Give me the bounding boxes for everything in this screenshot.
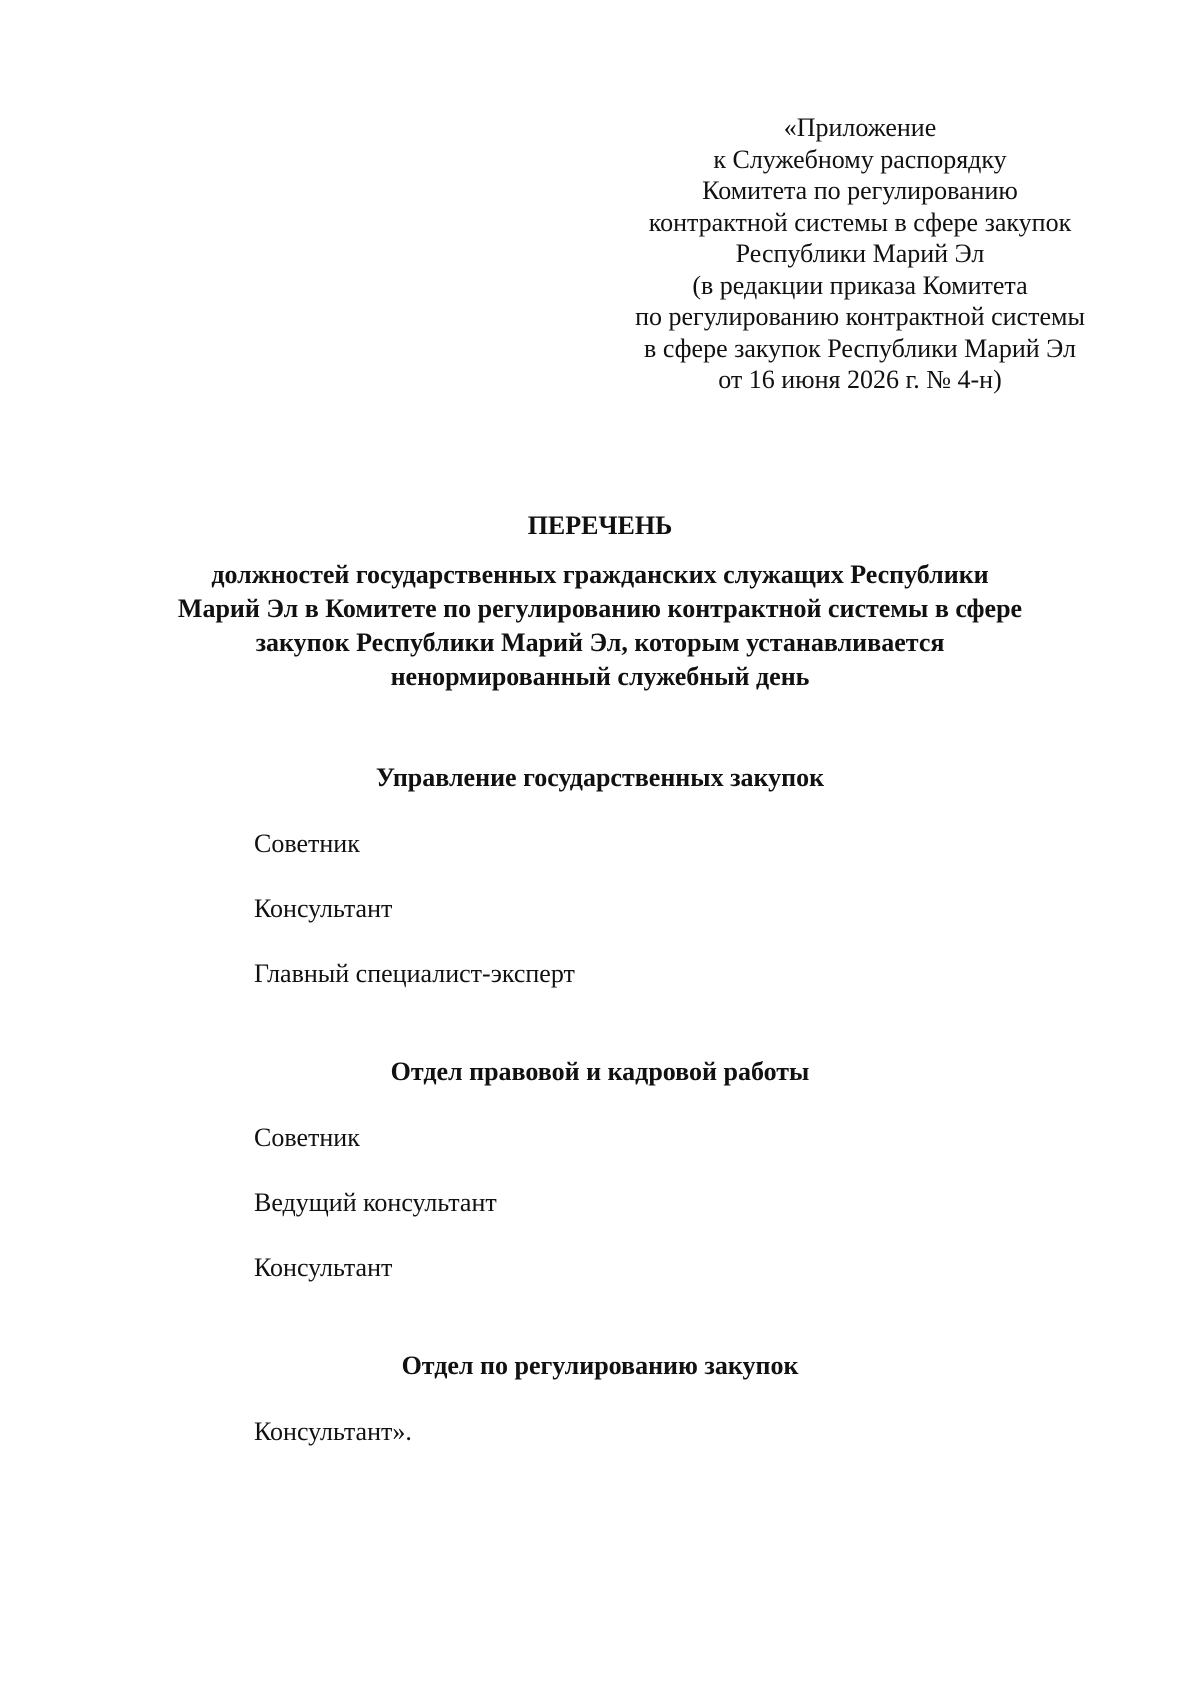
document-subtitle [150, 558, 1050, 694]
appendix-line: к Служебному распорядку [713, 144, 1007, 174]
position-item: Советник [254, 829, 360, 858]
appendix-line: по регулированию контрактной системы [635, 302, 1085, 331]
appendix-line: «Приложение [783, 113, 937, 142]
position-item: Ведущий консультант [254, 1188, 497, 1217]
subtitle-line: ненормированный служебный день [390, 662, 810, 691]
appendix-line: Комитета по регулированию [702, 176, 1018, 205]
position-item: Консультант». [254, 1417, 412, 1446]
position-item: Главный специалист-эксперт [254, 959, 575, 988]
appendix-line: (в редакции приказа Комитета [692, 270, 1028, 300]
document-title: ПЕРЕЧЕНЬ [527, 511, 673, 540]
appendix-line: в сфере закупок Республики Марий Эл [644, 333, 1076, 363]
appendix-line: от 16 июня 2026 г. № 4-н) [718, 365, 1002, 394]
position-item: Советник [254, 1123, 360, 1152]
appendix-line: контрактной системы в сфере закупок [648, 207, 1072, 237]
position-item: Консультант [254, 894, 393, 923]
subtitle-line: должностей государственных гражданских служащих Республики [211, 560, 989, 589]
section-heading: Управление государственных закупок [375, 763, 825, 792]
subtitle-line: закупок Республики Марий Эл, которым устанавливается [255, 628, 945, 657]
appendix-line: Республики Марий Эл [735, 239, 985, 268]
section-heading: Отдел по регулированию закупок [401, 1351, 799, 1380]
appendix-header [600, 112, 1120, 396]
subtitle-line: Марий Эл в Комитете по регулированию контрактной системы в сфере [177, 594, 1023, 623]
position-item: Консультант [254, 1253, 393, 1282]
section-heading: Отдел правовой и кадровой работы [390, 1057, 810, 1086]
